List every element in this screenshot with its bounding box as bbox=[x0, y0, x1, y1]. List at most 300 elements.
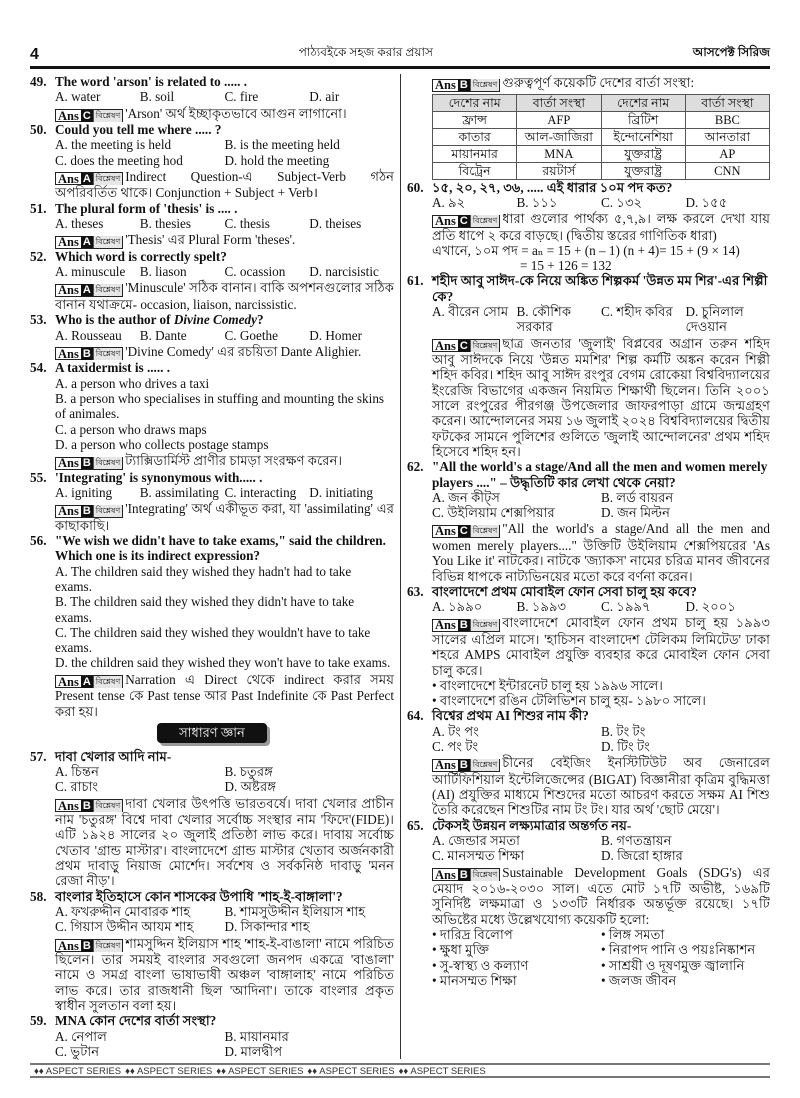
question-number: 50. bbox=[30, 122, 47, 138]
bullet-text: সু-স্বাস্থ্য ও কল্যাণ bbox=[439, 957, 529, 973]
option[interactable]: A. the meeting is held bbox=[55, 137, 172, 153]
explanation-text: গুরুত্বপূর্ণ কয়েকটি দেশের বার্তা সংস্থা: bbox=[502, 75, 695, 90]
option[interactable]: B. ১৯৯৩ bbox=[516, 599, 567, 615]
option[interactable]: B. thesies bbox=[139, 216, 192, 232]
question-number: 57. bbox=[30, 748, 47, 764]
options-list bbox=[55, 328, 394, 343]
answer-letter: A bbox=[82, 236, 91, 249]
option[interactable]: C. গিয়াস উদ্দীন আযম শাহ bbox=[55, 919, 194, 935]
table-header: দেশের নাম bbox=[601, 94, 685, 111]
bullet-text: বাংলাদেশে ইন্টারনেট চালু হয় ১৯৯৬ সালে। bbox=[439, 677, 663, 693]
answer-letter: C bbox=[459, 525, 468, 538]
question-item bbox=[30, 889, 394, 1014]
bullet-text: মানসম্মত শিক্ষা bbox=[439, 972, 517, 988]
table-cell: BBC bbox=[685, 111, 769, 128]
answer-badge bbox=[55, 939, 123, 952]
bullet-item bbox=[601, 927, 770, 942]
table-cell: বিট্রেন bbox=[433, 162, 517, 179]
explanation-text: Sustainable Development Goals (SDG's) এর মেয়াদ ২০১৬-২০৩০ সাল। এতে মোট ১৭টি অভীষ্ট, ১৬৯টি সুনির্দিষ্ট লক্ষমাত্রা ও ১৩৩টি নির্ধারক অন্তর্ভূক্ত রয়েছে। ১৭টি অভিষ্টের মধ্যে উল্লেখযোগ্য কয়েকটি হলো: bbox=[432, 864, 770, 927]
explanation-text: চীনের বেইজিং ইনস্টিটিউট অব জেনারেল আর্টিফিশিয়াল ইন্টেলিজেন্সের (BIGAT) বিজ্ঞানীরা কৃত্রিম বুদ্ধিমত্তা (AI) প্রযুক্তির মাধ্যমে শিশুদের মতো আচরণ করতে সক্ষম AI শিশু তৈরি করেছেন শিশুটির নাম টং টং। যার অর্থ 'ছোট মেয়ে'। bbox=[432, 755, 770, 818]
option[interactable]: A. Rousseau bbox=[55, 327, 122, 343]
question-number: 54. bbox=[30, 360, 47, 376]
analysis-tag: বিশ্লেষণ bbox=[93, 800, 122, 812]
answer-letter: B bbox=[459, 619, 468, 632]
option[interactable]: D. theises bbox=[309, 216, 362, 232]
bullet-icon: • bbox=[432, 693, 440, 709]
answer-explanation bbox=[432, 75, 770, 92]
analysis-tag: বিশ্লেষণ bbox=[470, 340, 499, 352]
question-text-main: A taxidermist is ..... . bbox=[55, 360, 171, 376]
option[interactable]: D. hold the meeting bbox=[224, 152, 330, 168]
bullet-icon: • bbox=[601, 972, 609, 988]
option[interactable]: C. Goethe bbox=[224, 327, 278, 343]
option[interactable]: C. does the meeting hod bbox=[55, 152, 183, 168]
option[interactable]: A. water bbox=[55, 89, 101, 105]
answer-letter: B bbox=[82, 939, 91, 952]
option[interactable]: B. is the meeting held bbox=[224, 137, 340, 153]
answer-explanation bbox=[55, 796, 394, 889]
answer-label: Ans bbox=[435, 618, 456, 633]
explanation-text: "All the world's a stage/And all the men and women merely players...." উক্তিটি উইলিয়াম শেক্সপিয়রের 'As You Like it' নাটকের। নাটকে 'জ্যাকস' নামের চরিত্র মানব জীবনের বিভিন্ন ধাপকে নাট্যভিনয়ের মতো করে বর্ণনা করেন। bbox=[432, 521, 770, 584]
question-text-main: বিশ্বের প্রথম AI শিশুর নাম কী? bbox=[432, 708, 589, 724]
question-number: 55. bbox=[30, 469, 47, 485]
table-header-row bbox=[433, 94, 770, 111]
option[interactable]: A. জেন্ডার সমতা bbox=[432, 832, 520, 848]
bullet-text: নিরাপদ পানি ও পয়ঃনিষ্কাশন bbox=[608, 942, 756, 958]
answer-letter: C bbox=[82, 109, 91, 122]
option[interactable]: D. narcisistic bbox=[309, 264, 379, 280]
bullet-text: বাংলাদেশে রঙিন টেলিভিশন চালু হয়- ১৯৮০ সালে। bbox=[439, 693, 706, 709]
question-item bbox=[407, 273, 770, 459]
question-item bbox=[30, 249, 394, 312]
question-text bbox=[55, 889, 394, 904]
answer-explanation bbox=[432, 211, 770, 243]
question-item bbox=[30, 360, 394, 469]
question-text-main: The plural form of 'thesis' is .... . bbox=[55, 200, 238, 216]
answer-letter: B bbox=[459, 868, 468, 881]
answer-badge bbox=[55, 109, 123, 122]
analysis-tag: বিশ্লেষণ bbox=[470, 525, 499, 537]
bullet-item bbox=[432, 973, 601, 988]
answer-letter: C bbox=[459, 339, 468, 352]
bullet-item bbox=[601, 942, 770, 957]
footer-series-text: ♦♦ ASPECT SERIES bbox=[125, 1066, 213, 1078]
question-text-main: বাংলাদেশে প্রথম মোবাইল ফোন সেবা চালু হয় কবে? bbox=[432, 583, 697, 599]
footer-series-text: ♦♦ ASPECT SERIES bbox=[34, 1066, 122, 1078]
question-number: 49. bbox=[30, 74, 47, 89]
explanation-text: বাংলাদেশে মোবাইল ফোন প্রথম চালু হয় ১৯৯৩ সালের এপ্রিল মাসে। 'হাচিসন বাংলাদেশ টেলিকম লিমিটেড' ঢাকা শহরে AMPS মোবাইল প্রযুক্তি ব্যবহার করে মোবাইল ফোন সেবা চালু করে। bbox=[432, 615, 770, 678]
analysis-tag: বিশ্লেষণ bbox=[93, 348, 122, 360]
bullet-icon: • bbox=[432, 677, 440, 693]
option[interactable]: C. The children said they wished they wouldn't have to take exams. bbox=[55, 624, 371, 656]
option[interactable]: C. fire bbox=[224, 89, 259, 105]
table-cell: যুক্তরাষ্ট্র bbox=[601, 162, 685, 179]
answer-label: Ans bbox=[58, 283, 79, 298]
answer-explanation bbox=[432, 521, 770, 583]
two-column-body bbox=[30, 74, 770, 1059]
bullet-item bbox=[432, 693, 770, 708]
option[interactable]: D. a person who collects postage stamps bbox=[55, 436, 269, 452]
option[interactable]: C. পং টং bbox=[432, 739, 479, 754]
explanation-text: 'Divine Comedy' এর রচয়িতা Dante Alighier. bbox=[125, 343, 362, 359]
answer-label: Ans bbox=[435, 338, 456, 353]
question-text-main: Who is the author of bbox=[55, 312, 174, 328]
bullet-text: ক্ষুধা মুক্তি bbox=[439, 942, 490, 958]
options-list bbox=[432, 724, 770, 755]
question-text-main: শহীদ আবু সাঈদ-কে নিয়ে অঙ্কিত শিল্পকর্ম 'উন্নত মম শির'-এর শিল্পী কে? bbox=[432, 273, 768, 304]
question-item bbox=[30, 201, 394, 249]
answer-badge bbox=[55, 236, 123, 249]
bullet-text: সাশ্রয়ী ও দূষণমুক্ত জ্বালানি bbox=[608, 957, 745, 973]
options-list bbox=[55, 904, 394, 935]
bullet-item bbox=[432, 927, 601, 942]
answer-badge bbox=[55, 457, 123, 470]
explanation-text: ছাত্র জনতার 'জুলাই' বিপ্লবের অগ্রান তরুন শহিদ আবু সাঈদকে নিয়ে 'উন্নত মমশির' শিল্প কর্মটি অঙ্কন করেন শিল্পী শহিদ কবির। শহিদ আবু সাঈদ রংপুর বেগম রোকেয়া বিশ্ববিদ্যালয়ের ইংরেজি বিভাগের একজন নিয়মিত শিক্ষার্থী ছিলেন। তিনি ২০০১ সালে রংপুরের পীরগঞ্জ উপজেলার জাফরপাড়া গ্রামে জন্মগ্রহণ করেন। আন্দোলনের সময় ১৬ জুলাই ২০২৪ বিশ্ববিদ্যালয়ের দ্বিতীয় ফটকের সামনে পুলিশের গুলিতে 'জুলাই আন্দোলনের' প্রথম শহিদ হিসেবে শহিদ হন। bbox=[432, 335, 770, 459]
answer-explanation bbox=[55, 169, 394, 201]
question-item bbox=[407, 818, 770, 988]
question-item bbox=[30, 74, 394, 122]
option[interactable]: A. ১৯৯০ bbox=[432, 599, 483, 615]
options-list bbox=[55, 564, 394, 671]
question-text bbox=[432, 708, 770, 723]
options-list bbox=[55, 485, 394, 500]
analysis-tag: বিশ্লেষণ bbox=[93, 173, 122, 185]
bullet-list bbox=[432, 927, 770, 988]
option[interactable]: D. initiating bbox=[309, 484, 373, 500]
answer-explanation bbox=[55, 106, 394, 123]
answer-badge bbox=[432, 619, 500, 632]
left-column bbox=[30, 74, 400, 1059]
table-header: বার্তা সংস্থা bbox=[685, 94, 769, 111]
answer-label: Ans bbox=[58, 798, 79, 813]
option[interactable]: D. Homer bbox=[309, 327, 362, 343]
bullet-text: লিঙ্গ সমতা bbox=[608, 926, 665, 942]
option[interactable]: A. জন কীট্স bbox=[432, 489, 500, 505]
option[interactable]: A. টং পং bbox=[432, 723, 479, 739]
bullet-icon: • bbox=[432, 926, 440, 942]
section-banner: সাধারণ জ্ঞান bbox=[157, 723, 267, 743]
option[interactable]: C. শহীদ কবির bbox=[601, 304, 673, 320]
analysis-tag: বিশ্লেষণ bbox=[93, 284, 122, 296]
options-list bbox=[55, 137, 394, 168]
question-item bbox=[30, 533, 394, 719]
footer-series-text: ♦♦ ASPECT SERIES bbox=[307, 1066, 395, 1078]
question-number: 53. bbox=[30, 312, 47, 328]
question-item bbox=[30, 470, 394, 533]
bullet-icon: • bbox=[601, 942, 609, 958]
option[interactable]: A. theses bbox=[55, 216, 104, 232]
option[interactable]: C. interacting bbox=[224, 484, 297, 500]
option[interactable]: A. The children said they wished they hadn't had to take exams. bbox=[55, 563, 352, 594]
page-header bbox=[30, 44, 770, 64]
analysis-tag: বিশ্লেষণ bbox=[470, 759, 499, 771]
option[interactable]: C. ১৯৯৭ bbox=[601, 599, 651, 615]
option[interactable]: C. ভুটান bbox=[55, 1043, 100, 1059]
options-list bbox=[432, 195, 770, 210]
option[interactable]: B. টং টং bbox=[601, 723, 646, 739]
explanation-text: 'Thesis' এর Plural Form 'theses'. bbox=[125, 232, 296, 248]
table-cell: মায়ানমার bbox=[433, 145, 517, 162]
question-text-main: MNA কোন দেশের বার্তা সংস্থা? bbox=[55, 1013, 217, 1029]
options-list bbox=[432, 304, 770, 335]
question-text-main: বাংলার ইতিহাসে কোন শাসকের উপাধি 'শাহ-ই-বাঙ্গালা'? bbox=[55, 888, 343, 904]
answer-continuation bbox=[407, 75, 770, 180]
option[interactable]: D. সিকান্দার শাহ bbox=[224, 919, 310, 935]
question-number: 56. bbox=[30, 533, 47, 549]
option[interactable]: D. মালদ্বীপ bbox=[224, 1043, 283, 1059]
question-item bbox=[30, 312, 394, 360]
option[interactable]: C. ocassion bbox=[224, 264, 286, 280]
answer-badge bbox=[55, 172, 123, 185]
series-name: আসপেক্ট সিরিজ bbox=[692, 45, 770, 59]
math-line: = 15 + 126 = 132 bbox=[520, 258, 612, 274]
question-item bbox=[407, 584, 770, 709]
option[interactable]: C. ১৩২ bbox=[601, 194, 643, 210]
answer-badge bbox=[432, 79, 500, 92]
option[interactable]: B. ১১১ bbox=[516, 194, 558, 210]
option[interactable]: B. মায়ানমার bbox=[224, 1028, 289, 1044]
option[interactable]: D. চুনিলাল দেওয়ান bbox=[685, 304, 744, 335]
question-text bbox=[55, 312, 394, 327]
analysis-tag: বিশ্লেষণ bbox=[470, 215, 499, 227]
answer-letter: B bbox=[82, 799, 91, 812]
option[interactable]: B. a person who specialises in stuffing and mounting the skins of animales. bbox=[55, 390, 385, 422]
question-text bbox=[55, 533, 394, 564]
options-list bbox=[55, 89, 394, 104]
analysis-tag: বিশ্লেষণ bbox=[470, 619, 499, 631]
question-number: 60. bbox=[407, 179, 424, 195]
option[interactable]: A. a person who drives a taxi bbox=[55, 375, 210, 391]
table-cell: আনতারা bbox=[685, 128, 769, 145]
table-cell: MNA bbox=[517, 145, 601, 162]
answer-label: Ans bbox=[435, 758, 456, 773]
header-title: পাঠ্যবইকে সহজ করার প্রয়াস bbox=[298, 45, 433, 59]
bullet-icon: • bbox=[601, 926, 609, 942]
question-text-main: "We wish we didn't have to take exams," said the children. Which one is its indirect expression? bbox=[55, 533, 386, 564]
question-text bbox=[432, 273, 770, 304]
option[interactable]: C. a person who draws maps bbox=[55, 421, 207, 437]
options-list bbox=[432, 490, 770, 521]
bullet-text: দারিদ্র বিলোপ bbox=[439, 926, 513, 942]
option[interactable]: B. শামসুউদ্দীন ইলিয়াস শাহ bbox=[224, 903, 366, 919]
question-item bbox=[30, 1013, 394, 1059]
explanation-text: 'Arson' অর্থ ইচ্ছাকৃতভাবে আগুন লাগানো। bbox=[125, 105, 347, 121]
bullet-icon: • bbox=[601, 957, 609, 973]
answer-explanation bbox=[55, 232, 394, 249]
analysis-tag: বিশ্লেষণ bbox=[470, 869, 499, 881]
question-text bbox=[432, 584, 770, 599]
answer-label: Ans bbox=[58, 456, 79, 471]
options-list bbox=[432, 833, 770, 864]
explanation-text: ট্যাক্সিডার্মিস্ট প্রাণীর চামড়া সংরক্ষণ করেন। bbox=[125, 453, 343, 469]
answer-badge bbox=[55, 284, 123, 297]
answer-explanation bbox=[55, 501, 394, 533]
bullet-item bbox=[432, 958, 601, 973]
options-list bbox=[55, 1029, 394, 1060]
answer-explanation bbox=[55, 672, 394, 719]
question-item bbox=[407, 180, 770, 274]
bullet-item bbox=[432, 942, 601, 957]
explanation-text: 'Integrating' অর্থ একীভূত করা, যা 'assimilating' এর কাছাকাছি। bbox=[55, 501, 394, 533]
option[interactable]: A. ফখরুদ্দীন মোবারক শাহ bbox=[55, 903, 191, 919]
table-cell: রয়টার্স bbox=[517, 162, 601, 179]
answer-explanation bbox=[55, 453, 394, 470]
table-header: বার্তা সংস্থা bbox=[517, 94, 601, 111]
option[interactable]: B. liason bbox=[139, 264, 187, 280]
page-number: 4 bbox=[30, 46, 39, 63]
question-text bbox=[432, 818, 770, 833]
option[interactable]: D. অষ্টরঙ্গ bbox=[224, 779, 276, 795]
question-text-main: টেকসই উন্নয়ন লক্ষ্যমাত্রার অন্তর্গত নয়- bbox=[432, 817, 632, 833]
question-text bbox=[55, 201, 394, 216]
option[interactable]: A. চিন্তন bbox=[55, 764, 99, 780]
answer-label: Ans bbox=[435, 214, 456, 229]
analysis-tag: বিশ্লেষণ bbox=[93, 940, 122, 952]
option[interactable]: A. বীরেন সোম bbox=[432, 304, 509, 320]
explanation-text: Narration এ Direct থেকে indirect করার সময় Present tense কে Past tense আর Past Indefinite কে Past Perfect করা হয়। bbox=[55, 671, 394, 719]
answer-label: Ans bbox=[58, 504, 79, 519]
table-cell: ইন্দোনেশিয়া bbox=[601, 128, 685, 145]
answer-explanation bbox=[432, 755, 770, 817]
explanation-text: 'Minuscule' সঠিক বানান। বাকি অপশনগুলোর সঠিক বানান যথাক্রমে- occasion, liaison, narcissistic. bbox=[55, 280, 394, 312]
analysis-tag: বিশ্লেষণ bbox=[470, 79, 499, 91]
table-cell: AP bbox=[685, 145, 769, 162]
answer-explanation bbox=[55, 936, 394, 1014]
table-cell: ব্রিটিশ bbox=[601, 111, 685, 128]
answer-badge bbox=[432, 759, 500, 772]
bullet-item bbox=[432, 678, 770, 693]
answer-label: Ans bbox=[58, 171, 79, 186]
question-number: 59. bbox=[30, 1013, 47, 1029]
question-number: 51. bbox=[30, 200, 47, 216]
bullet-item bbox=[601, 973, 770, 988]
option[interactable]: B. soil bbox=[139, 89, 175, 105]
option[interactable]: A. igniting bbox=[55, 484, 113, 500]
question-text-end: ? bbox=[256, 312, 264, 328]
header-rule bbox=[30, 66, 770, 69]
question-text-main: ১৫, ২০, ২৭, ৩৬, ..... এই ধারার ১০ম পদ কত? bbox=[432, 179, 673, 195]
options-list bbox=[432, 599, 770, 614]
option[interactable]: B. The children said they wished they didn't have to take exams. bbox=[55, 594, 355, 625]
answer-badge bbox=[432, 525, 500, 538]
bullet-item bbox=[601, 958, 770, 973]
answer-letter: B bbox=[82, 347, 91, 360]
answer-label: Ans bbox=[58, 938, 79, 953]
options-list bbox=[55, 376, 394, 452]
option[interactable]: C. উইলিয়াম শেক্সপিয়ার bbox=[432, 505, 555, 521]
analysis-tag: বিশ্লেষণ bbox=[93, 236, 122, 248]
right-column bbox=[400, 74, 770, 1059]
options-list bbox=[55, 764, 394, 795]
option[interactable]: A. ৯২ bbox=[432, 194, 466, 210]
question-item bbox=[407, 459, 770, 584]
answer-badge bbox=[55, 799, 123, 812]
answer-letter: C bbox=[459, 215, 468, 228]
table-cell: যুক্তরাষ্ট্র bbox=[601, 145, 685, 162]
bullet-icon: • bbox=[432, 972, 440, 988]
question-number: 52. bbox=[30, 248, 47, 264]
option[interactable]: D. ১৫৫ bbox=[685, 194, 728, 210]
option[interactable]: B. লর্ড বায়রন bbox=[601, 489, 674, 505]
news-agency-table bbox=[432, 94, 770, 180]
analysis-tag: বিশ্লেষণ bbox=[93, 676, 122, 688]
question-text-main: Could you tell me where ..... ? bbox=[55, 122, 222, 138]
option[interactable]: B. কৌশিক সরকার bbox=[516, 304, 572, 335]
answer-label: Ans bbox=[435, 524, 456, 539]
answer-letter: B bbox=[82, 457, 91, 470]
table-row bbox=[433, 145, 770, 162]
explanation-text: ধারা গুলোর পার্থক্য ৫,৭,৯। লক্ষ করলে দেখা যায় প্রতি ধাপে ২ করে বাড়ছে। (দ্বিতীয় স্তরের গাণিতিক ধারা) bbox=[432, 211, 770, 243]
question-text-main: 'Integrating' is synonymous with..... . bbox=[55, 469, 263, 485]
question-number: 58. bbox=[30, 888, 47, 904]
option[interactable]: D. ২০০১ bbox=[685, 599, 736, 615]
answer-label: Ans bbox=[58, 235, 79, 250]
option[interactable]: A. minuscule bbox=[55, 264, 126, 280]
option[interactable]: B. assimilating bbox=[139, 484, 219, 500]
answer-badge bbox=[432, 215, 500, 228]
question-text bbox=[55, 360, 394, 375]
answer-label: Ans bbox=[435, 867, 456, 882]
explanation-text: Indirect Question-এ Subject-Verb গঠন অপরিবর্তিত থাকে। Conjunction + Subject + Verb। bbox=[55, 168, 394, 201]
option[interactable]: C. মানসম্মত শিক্ষা bbox=[432, 848, 525, 864]
option[interactable]: C. রাচাং bbox=[55, 779, 99, 795]
question-text-main: Which word is correctly spelt? bbox=[55, 248, 227, 264]
table-cell: ফ্রান্স bbox=[433, 111, 517, 128]
math-line: এখানে, ১০ম পদ = aₙ = 15 + (n – 1) (n + 4)= 15 + (9 × 14) bbox=[432, 242, 740, 258]
option[interactable]: D. the children said they wished they won't have to take exams. bbox=[55, 655, 391, 671]
table-cell: CNN bbox=[685, 162, 769, 179]
analysis-tag: বিশ্লেষণ bbox=[93, 505, 122, 517]
answer-badge bbox=[432, 868, 500, 881]
question-number: 63. bbox=[407, 583, 424, 599]
question-text bbox=[432, 459, 770, 490]
question-number: 62. bbox=[407, 459, 424, 475]
option[interactable]: D. টিং টং bbox=[601, 739, 650, 754]
question-number: 65. bbox=[407, 817, 424, 833]
bullet-icon: • bbox=[432, 942, 440, 958]
footer-series-text: ♦♦ ASPECT SERIES bbox=[398, 1066, 486, 1078]
question-text bbox=[55, 749, 394, 764]
answer-explanation bbox=[432, 615, 770, 677]
option[interactable]: C. thesis bbox=[224, 216, 270, 232]
option[interactable]: B. চতুরঙ্গ bbox=[224, 764, 273, 780]
answer-letter: B bbox=[459, 79, 468, 91]
question-text bbox=[55, 74, 394, 89]
option[interactable]: D. air bbox=[309, 89, 340, 105]
question-text bbox=[55, 470, 394, 485]
option[interactable]: B. গণতন্ত্রায়ন bbox=[601, 832, 672, 848]
answer-explanation bbox=[432, 336, 770, 460]
options-list bbox=[55, 216, 394, 231]
question-text-main: দাবা খেলার আদি নাম- bbox=[55, 748, 172, 764]
option[interactable]: D. জিরো হাঙ্গার bbox=[601, 848, 683, 864]
question-text bbox=[55, 1013, 394, 1028]
option[interactable]: D. জন মিল্টন bbox=[601, 505, 670, 521]
table-cell: কাতার bbox=[433, 128, 517, 145]
bullet-icon: • bbox=[432, 957, 440, 973]
option[interactable]: B. Dante bbox=[139, 327, 187, 343]
table-row bbox=[433, 111, 770, 128]
answer-badge bbox=[55, 675, 123, 688]
table-cell: AFP bbox=[517, 111, 601, 128]
question-number: 61. bbox=[407, 273, 424, 289]
math-working bbox=[432, 243, 770, 274]
question-item bbox=[407, 708, 770, 817]
answer-letter: B bbox=[459, 759, 468, 772]
option[interactable]: A. নেপাল bbox=[55, 1028, 107, 1044]
bullet-list bbox=[432, 678, 770, 709]
answer-badge bbox=[55, 505, 123, 518]
